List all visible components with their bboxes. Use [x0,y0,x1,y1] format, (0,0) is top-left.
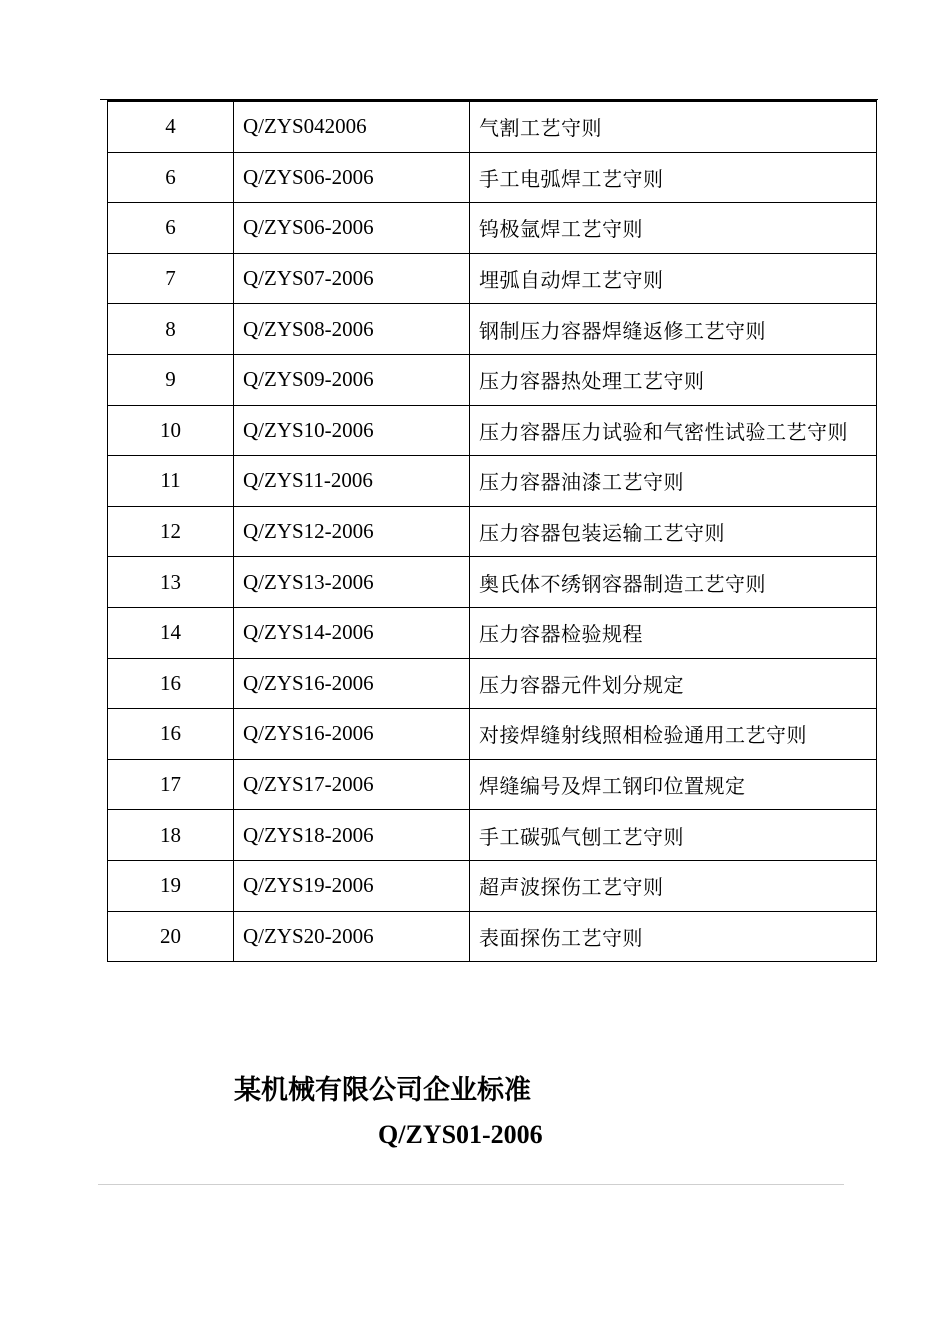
row-number: 9 [108,354,234,405]
table-row [108,101,877,152]
standard-title: 奥氏体不绣钢容器制造工艺守则 [470,557,877,608]
row-number: 6 [108,152,234,203]
row-number: 19 [108,860,234,911]
row-number: 13 [108,557,234,608]
standard-title: 压力容器包装运输工艺守则 [470,506,877,557]
standard-title: 压力容器压力试验和气密性试验工艺守则 [470,405,877,456]
standard-code: Q/ZYS19-2006 [234,860,470,911]
standard-title: 对接焊缝射线照相检验通用工艺守则 [470,709,877,760]
table-row [108,405,877,456]
standard-number: Q/ZYS01-2006 [378,1120,543,1149]
standard-title: 超声波探伤工艺守则 [470,860,877,911]
standard-title: 钢制压力容器焊缝返修工艺守则 [470,304,877,355]
standard-code: Q/ZYS06-2006 [234,203,470,254]
standard-code: Q/ZYS10-2006 [234,405,470,456]
standard-title: 气割工艺守则 [470,101,877,152]
row-number: 7 [108,253,234,304]
standard-code: Q/ZYS12-2006 [234,506,470,557]
row-number: 18 [108,810,234,861]
standard-code: Q/ZYS08-2006 [234,304,470,355]
table-row [108,354,877,405]
standard-code: Q/ZYS17-2006 [234,759,470,810]
table-row [108,709,877,760]
row-number: 14 [108,607,234,658]
standard-title: 压力容器检验规程 [470,607,877,658]
row-number: 10 [108,405,234,456]
row-number: 16 [108,658,234,709]
table-row [108,810,877,861]
standard-code: Q/ZYS11-2006 [234,456,470,507]
table-row [108,506,877,557]
table-row [108,658,877,709]
table-row [108,607,877,658]
table-row [108,304,877,355]
standard-title: 压力容器热处理工艺守则 [470,354,877,405]
row-number: 8 [108,304,234,355]
standard-title: 埋弧自动焊工艺守则 [470,253,877,304]
standard-title: 压力容器油漆工艺守则 [470,456,877,507]
standard-code: Q/ZYS06-2006 [234,152,470,203]
standard-title: 钨极氩焊工艺守则 [470,203,877,254]
standard-code: Q/ZYS14-2006 [234,607,470,658]
standard-code: Q/ZYS18-2006 [234,810,470,861]
standard-code: Q/ZYS16-2006 [234,658,470,709]
table-row [108,152,877,203]
standard-code: Q/ZYS16-2006 [234,709,470,760]
table-row [108,253,877,304]
standard-title: 焊缝编号及焊工钢印位置规定 [470,759,877,810]
standard-title: 手工电弧焊工艺守则 [470,152,877,203]
row-number: 12 [108,506,234,557]
standard-title: 手工碳弧气刨工艺守则 [470,810,877,861]
standards-table-body [108,101,877,962]
table-row [108,860,877,911]
standard-title: 压力容器元件划分规定 [470,658,877,709]
table-row [108,456,877,507]
bottom-rule [98,1184,844,1185]
standard-code: Q/ZYS20-2006 [234,911,470,962]
standard-title: 表面探伤工艺守则 [470,911,877,962]
table-row [108,759,877,810]
row-number: 20 [108,911,234,962]
row-number: 17 [108,759,234,810]
row-number: 6 [108,203,234,254]
standard-code: Q/ZYS09-2006 [234,354,470,405]
table-row [108,557,877,608]
standard-code: Q/ZYS07-2006 [234,253,470,304]
row-number: 4 [108,101,234,152]
standard-code: Q/ZYS13-2006 [234,557,470,608]
company-standard-heading: 某机械有限公司企业标准 [234,1075,531,1106]
table-row [108,203,877,254]
standards-table [107,100,877,962]
standard-code: Q/ZYS042006 [234,101,470,152]
row-number: 11 [108,456,234,507]
table-row [108,911,877,962]
row-number: 16 [108,709,234,760]
